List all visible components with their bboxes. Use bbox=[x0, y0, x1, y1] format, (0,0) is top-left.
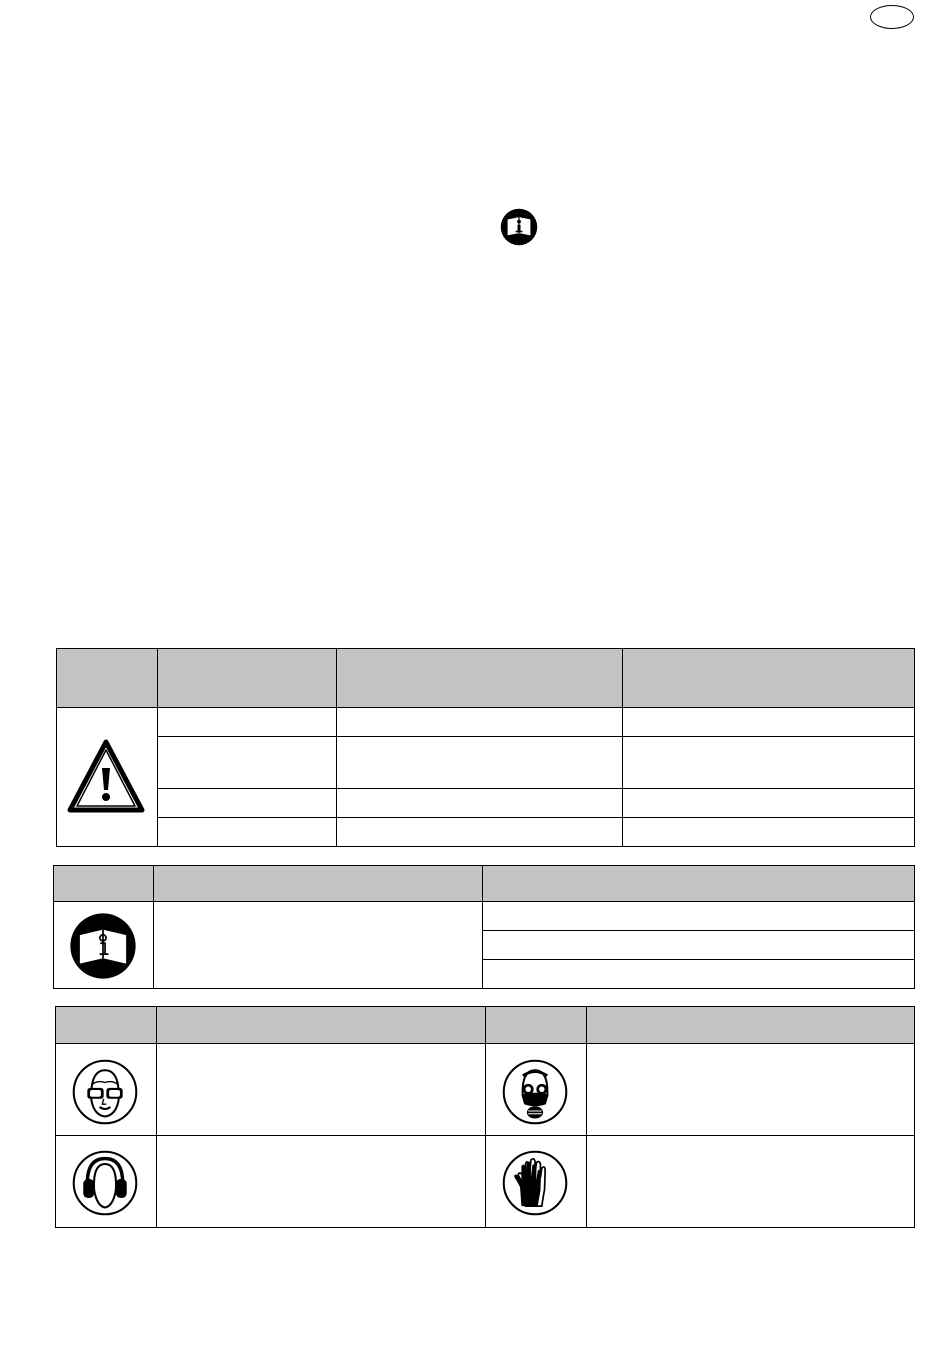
hazard-table-header bbox=[56, 648, 914, 707]
safety-goggles-icon bbox=[71, 1058, 139, 1126]
instruction-table-header bbox=[53, 865, 914, 901]
protective-gloves-icon bbox=[501, 1149, 569, 1217]
language-badge bbox=[870, 5, 914, 29]
manual-icon bbox=[500, 208, 538, 246]
warning-triangle-icon bbox=[66, 738, 146, 814]
ear-protection-icon bbox=[71, 1149, 139, 1217]
read-manual-icon bbox=[69, 912, 137, 980]
respirator-mask-icon bbox=[501, 1058, 569, 1126]
